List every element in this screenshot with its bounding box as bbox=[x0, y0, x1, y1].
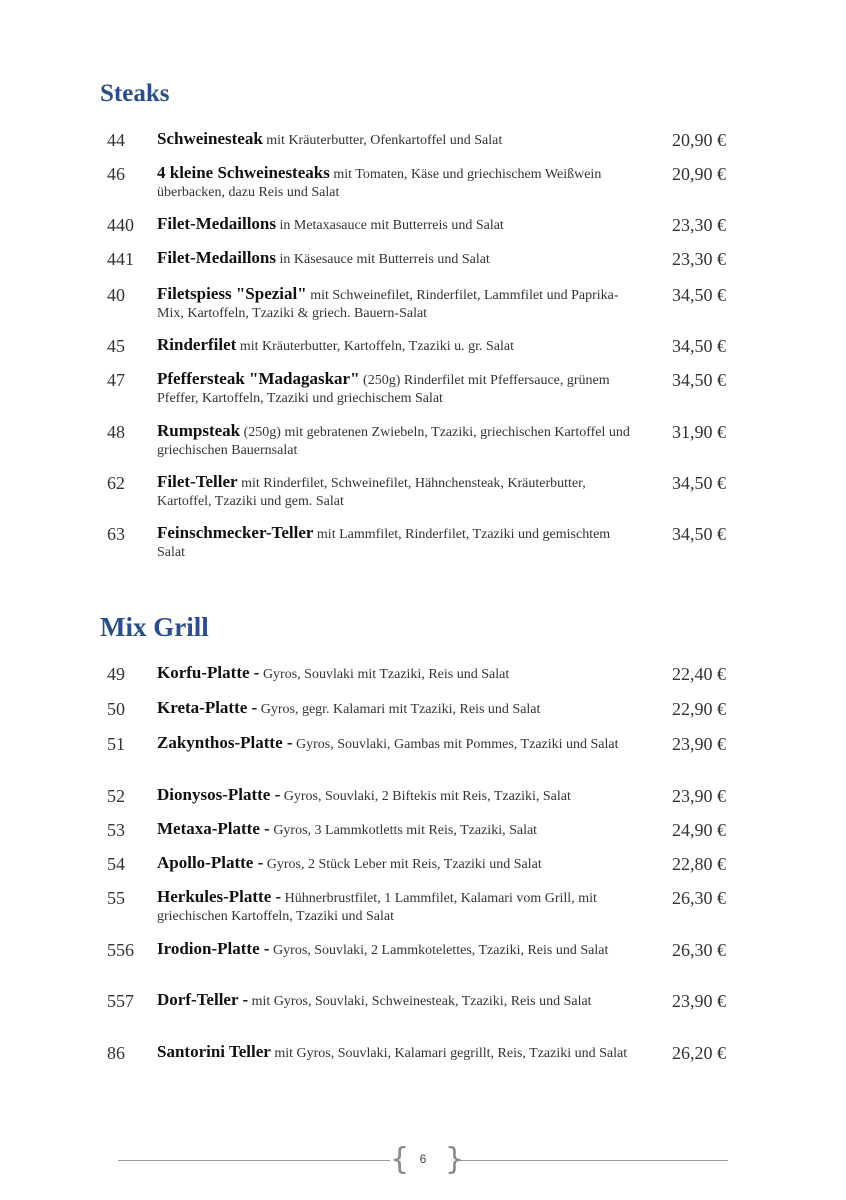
item-description: Hühnerbrustfilet, 1 Lammfilet, Kalamari vom Grill, mit griechischen Kartoffeln, Tzaziki und Salat bbox=[157, 891, 597, 924]
item-description-block bbox=[157, 473, 639, 511]
item-description: mit Rinderfilet, Schweinefilet, Hähnchensteak, Kräuterbutter, Kartoffel, Tzaziki und gem. Salat bbox=[157, 476, 586, 509]
item-price: 26,30 € bbox=[672, 940, 726, 960]
item-number: 53 bbox=[107, 820, 125, 840]
item-description-block bbox=[157, 820, 639, 840]
item-description-block bbox=[157, 699, 639, 719]
item-description: Gyros, 3 Lammkotletts mit Reis, Tzaziki, Salat bbox=[269, 823, 538, 838]
item-price: 20,90 € bbox=[672, 164, 726, 184]
item-description-block bbox=[157, 888, 639, 926]
item-name: Herkules-Platte - bbox=[157, 887, 282, 906]
item-name: Irodion-Platte - bbox=[157, 939, 270, 958]
item-description: (250g) mit gebratenen Zwiebeln, Tzaziki, griechischen Kartoffel und griechischen Bauernsalat bbox=[157, 425, 630, 458]
item-price: 23,90 € bbox=[672, 734, 726, 754]
item-number: 440 bbox=[107, 215, 134, 235]
item-description-block bbox=[157, 854, 639, 874]
page-number: 6 bbox=[419, 1152, 427, 1166]
item-number: 63 bbox=[107, 524, 125, 544]
item-price: 34,50 € bbox=[672, 473, 726, 493]
item-description-block bbox=[157, 664, 639, 684]
item-name: Feinschmecker-Teller bbox=[157, 523, 314, 542]
item-description: mit Gyros, Souvlaki, Schweinesteak, Tzaziki, Reis und Salat bbox=[248, 994, 592, 1009]
item-number: 441 bbox=[107, 249, 134, 269]
item-price: 23,90 € bbox=[672, 991, 726, 1011]
item-name: Korfu-Platte - bbox=[157, 663, 260, 682]
item-name: Kreta-Platte - bbox=[157, 698, 258, 717]
item-description-block bbox=[157, 1043, 639, 1063]
section-title-mix-grill: Mix Grill bbox=[100, 612, 209, 642]
item-name: Santorini Teller bbox=[157, 1042, 271, 1061]
item-number: 86 bbox=[107, 1043, 125, 1063]
item-description-block bbox=[157, 249, 639, 269]
item-number: 45 bbox=[107, 336, 125, 356]
item-description: in Käsesauce mit Butterreis und Salat bbox=[275, 252, 490, 267]
item-description-block bbox=[157, 524, 639, 562]
item-price: 22,90 € bbox=[672, 699, 726, 719]
item-number: 48 bbox=[107, 422, 125, 442]
item-price: 34,50 € bbox=[672, 336, 726, 356]
item-number: 50 bbox=[107, 699, 125, 719]
item-price: 23,30 € bbox=[672, 215, 726, 235]
item-description-block bbox=[157, 164, 639, 202]
item-description-block bbox=[157, 734, 639, 754]
item-price: 26,20 € bbox=[672, 1043, 726, 1063]
item-description: (250g) Rinderfilet mit Pfeffersauce, grünem Pfeffer, Kartoffeln, Tzaziki und griechischem Salat bbox=[157, 373, 610, 406]
item-description-block bbox=[157, 130, 639, 150]
item-description: Gyros, gegr. Kalamari mit Tzaziki, Reis und Salat bbox=[257, 702, 541, 717]
item-price: 20,90 € bbox=[672, 130, 726, 150]
item-description: mit Schweinefilet, Rinderfilet, Lammfilet und Paprika-Mix, Kartoffeln, Tzaziki & griech. Bauern-Salat bbox=[157, 288, 619, 321]
item-price: 24,90 € bbox=[672, 820, 726, 840]
item-price: 34,50 € bbox=[672, 524, 726, 544]
item-name: Apollo-Platte - bbox=[157, 853, 264, 872]
item-price: 34,50 € bbox=[672, 285, 726, 305]
item-number: 62 bbox=[107, 473, 125, 493]
item-name: Dorf-Teller - bbox=[157, 990, 249, 1009]
item-number: 55 bbox=[107, 888, 125, 908]
item-price: 34,50 € bbox=[672, 370, 726, 390]
item-price: 22,80 € bbox=[672, 854, 726, 874]
item-description-block bbox=[157, 370, 639, 408]
item-price: 23,30 € bbox=[672, 249, 726, 269]
item-description-block bbox=[157, 786, 639, 806]
item-price: 31,90 € bbox=[672, 422, 726, 442]
item-number: 557 bbox=[107, 991, 134, 1011]
item-description: mit Kräuterbutter, Kartoffeln, Tzaziki u. gr. Salat bbox=[236, 339, 514, 354]
item-name: Zakynthos-Platte - bbox=[157, 733, 293, 752]
item-name: Pfeffersteak "Madagaskar" bbox=[157, 369, 360, 388]
item-name: Dionysos-Platte - bbox=[157, 785, 281, 804]
item-name: Schweinesteak bbox=[157, 129, 263, 148]
item-description: mit Lammfilet, Rinderfilet, Tzaziki und gemischtem Salat bbox=[157, 527, 611, 560]
item-description: Gyros, Souvlaki, 2 Biftekis mit Reis, Tzaziki, Salat bbox=[280, 789, 571, 804]
item-name: Filet-Medaillons bbox=[157, 248, 276, 267]
item-number: 44 bbox=[107, 130, 125, 150]
item-name: Filet-Medaillons bbox=[157, 214, 276, 233]
item-number: 47 bbox=[107, 370, 125, 390]
item-number: 51 bbox=[107, 734, 125, 754]
item-description-block bbox=[157, 215, 639, 235]
item-description-block bbox=[157, 991, 639, 1011]
item-description-block bbox=[157, 422, 639, 460]
item-description-block bbox=[157, 336, 639, 356]
item-description-block bbox=[157, 285, 639, 323]
item-number: 40 bbox=[107, 285, 125, 305]
item-number: 46 bbox=[107, 164, 125, 184]
item-name: Metaxa-Platte - bbox=[157, 819, 270, 838]
item-description: mit Gyros, Souvlaki, Kalamari gegrillt, Reis, Tzaziki und Salat bbox=[270, 1046, 628, 1061]
item-description: Gyros, Souvlaki mit Tzaziki, Reis und Salat bbox=[259, 667, 510, 682]
item-number: 556 bbox=[107, 940, 134, 960]
item-name: Rinderfilet bbox=[157, 335, 237, 354]
item-name: Filet-Teller bbox=[157, 472, 238, 491]
item-price: 23,90 € bbox=[672, 786, 726, 806]
footer-rule-right bbox=[456, 1160, 728, 1161]
left-brace-icon: { bbox=[390, 1142, 410, 1177]
item-name: Rumpsteak bbox=[157, 421, 241, 440]
item-name: 4 kleine Schweinesteaks bbox=[157, 163, 330, 182]
item-description-block bbox=[157, 940, 639, 960]
item-description: mit Tomaten, Käse und griechischem Weißwein überbacken, dazu Reis und Salat bbox=[157, 167, 602, 200]
item-description: in Metaxasauce mit Butterreis und Salat bbox=[275, 218, 504, 233]
item-description: Gyros, 2 Stück Leber mit Reis, Tzaziki und Salat bbox=[263, 857, 542, 872]
item-description: Gyros, Souvlaki, 2 Lammkotelettes, Tzaziki, Reis und Salat bbox=[269, 943, 609, 958]
item-description: mit Kräuterbutter, Ofenkartoffel und Salat bbox=[262, 133, 503, 148]
item-description: Gyros, Souvlaki, Gambas mit Pommes, Tzaziki und Salat bbox=[292, 737, 619, 752]
item-price: 26,30 € bbox=[672, 888, 726, 908]
footer-rule-left bbox=[118, 1160, 390, 1161]
item-number: 52 bbox=[107, 786, 125, 806]
item-number: 49 bbox=[107, 664, 125, 684]
right-brace-icon: } bbox=[445, 1142, 465, 1177]
item-name: Filetspiess "Spezial" bbox=[157, 284, 307, 303]
section-title-steaks: Steaks bbox=[100, 80, 170, 107]
item-number: 54 bbox=[107, 854, 125, 874]
item-price: 22,40 € bbox=[672, 664, 726, 684]
